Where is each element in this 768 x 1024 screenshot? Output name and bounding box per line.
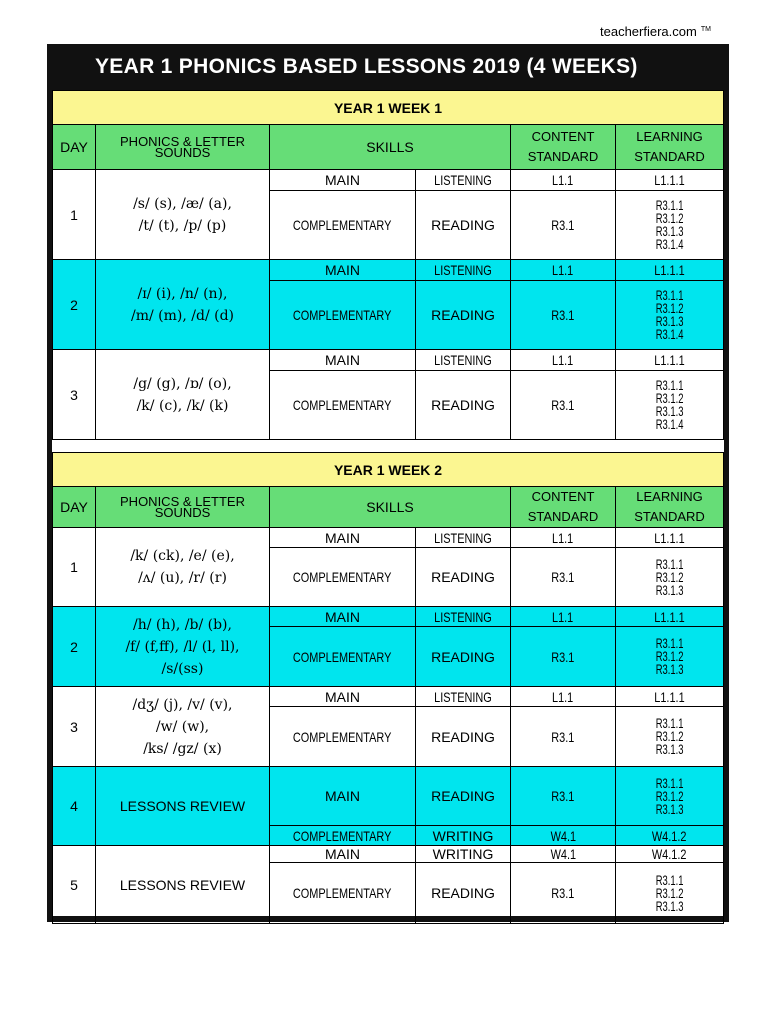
skill-type: MAIN (270, 687, 416, 707)
skill-type: MAIN (270, 528, 416, 548)
day-number: 5 (53, 846, 96, 924)
week-title-row (53, 453, 724, 487)
skill-name: READING (416, 548, 511, 607)
header-skills: SKILLS (270, 125, 511, 170)
skill-name: WRITING (416, 846, 511, 863)
skill-name: READING (416, 707, 511, 767)
content-standard: R3.1 (511, 371, 616, 440)
learning-standard: R3.1.1 R3.1.2 R3.1.3 R3.1.4 (616, 371, 724, 440)
skill-name: LISTENING (416, 170, 511, 191)
day-number: 2 (53, 607, 96, 687)
skill-type: MAIN (270, 767, 416, 826)
skill-name: LISTENING (416, 607, 511, 627)
learning-standard: R3.1.1 R3.1.2 R3.1.3 (616, 548, 724, 607)
learning-standard: R3.1.1 R3.1.2 R3.1.3 R3.1.4 (616, 191, 724, 260)
phonics-sounds: /ɪ/ (i), /n/ (n), /m/ (m), /d/ (d) (96, 260, 270, 350)
skill-type: COMPLEMENTARY (270, 281, 416, 350)
week-2-table (52, 452, 724, 924)
skill-name: READING (416, 627, 511, 687)
header-learning-standard: LEARNING STANDARD (616, 487, 724, 528)
table-row (53, 687, 724, 707)
skill-type: COMPLEMENTARY (270, 707, 416, 767)
skill-type: MAIN (270, 846, 416, 863)
skill-name: LISTENING (416, 528, 511, 548)
day-number: 2 (53, 260, 96, 350)
header-learning-standard: LEARNING STANDARD (616, 125, 724, 170)
header-content-standard: CONTENT STANDARD (511, 125, 616, 170)
content-standard: R3.1 (511, 548, 616, 607)
skill-name: READING (416, 191, 511, 260)
skill-name: LISTENING (416, 260, 511, 281)
skill-type: MAIN (270, 260, 416, 281)
skill-type: MAIN (270, 170, 416, 191)
learning-standard: L1.1.1 (616, 607, 724, 627)
brand-name: teacherfiera.com (600, 24, 697, 39)
skill-type: COMPLEMENTARY (270, 371, 416, 440)
learning-standard: L1.1.1 (616, 260, 724, 281)
learning-standard: R3.1.1 R3.1.2 R3.1.3 R3.1.4 (616, 281, 724, 350)
content-standard: R3.1 (511, 863, 616, 924)
header-content-standard: CONTENT STANDARD (511, 487, 616, 528)
phonics-sounds: /h/ (h), /b/ (b), /f/ (f,ff), /l/ (l, ll), /s/(ss) (96, 607, 270, 687)
content-standard: L1.1 (511, 607, 616, 627)
content-standard: W4.1 (511, 826, 616, 846)
header-sounds: PHONICS & LETTER SOUNDS (96, 487, 270, 528)
skill-name: LISTENING (416, 687, 511, 707)
content-standard: L1.1 (511, 350, 616, 371)
day-number: 4 (53, 767, 96, 846)
skill-name: LISTENING (416, 350, 511, 371)
content-standard: R3.1 (511, 627, 616, 687)
phonics-sounds: /s/ (s), /æ/ (a), /t/ (t), /p/ (p) (96, 170, 270, 260)
table-row (53, 528, 724, 548)
skill-name: READING (416, 863, 511, 924)
week-1-table (52, 90, 724, 440)
skill-type: COMPLEMENTARY (270, 548, 416, 607)
table-row (53, 767, 724, 826)
lessons-review: LESSONS REVIEW (96, 767, 270, 846)
table-row (53, 846, 724, 863)
skill-type: COMPLEMENTARY (270, 191, 416, 260)
learning-standard: W4.1.2 (616, 826, 724, 846)
content-standard: W4.1 (511, 846, 616, 863)
skill-type: COMPLEMENTARY (270, 863, 416, 924)
header-day: DAY (53, 125, 96, 170)
phonics-sounds: /dʒ/ (j), /v/ (v), /w/ (w), /ks/ /gz/ (x) (96, 687, 270, 767)
learning-standard: R3.1.1 R3.1.2 R3.1.3 (616, 707, 724, 767)
learning-standard: L1.1.1 (616, 687, 724, 707)
table-row (53, 260, 724, 281)
header-skills: SKILLS (270, 487, 511, 528)
skill-type: COMPLEMENTARY (270, 826, 416, 846)
brand-label (600, 24, 711, 39)
phonics-sounds: /g/ (g), /ɒ/ (o), /k/ (c), /k/ (k) (96, 350, 270, 440)
trademark-mark: TM (700, 25, 711, 33)
lessons-review: LESSONS REVIEW (96, 846, 270, 924)
learning-standard: R3.1.1 R3.1.2 R3.1.3 (616, 863, 724, 924)
header-row (53, 125, 724, 170)
skill-name: READING (416, 371, 511, 440)
skill-type: MAIN (270, 350, 416, 371)
skill-name: READING (416, 281, 511, 350)
day-number: 1 (53, 528, 96, 607)
content-standard: L1.1 (511, 260, 616, 281)
table-row (53, 607, 724, 627)
skill-name: READING (416, 767, 511, 826)
header-sounds: PHONICS & LETTER SOUNDS (96, 125, 270, 170)
skill-type: MAIN (270, 607, 416, 627)
learning-standard: L1.1.1 (616, 170, 724, 191)
page-title: YEAR 1 PHONICS BASED LESSONS 2019 (4 WEEKS) (95, 55, 638, 78)
header-row (53, 487, 724, 528)
learning-standard: R3.1.1 R3.1.2 R3.1.3 (616, 767, 724, 826)
table-row (53, 350, 724, 371)
day-number: 3 (53, 687, 96, 767)
content-standard: R3.1 (511, 281, 616, 350)
header-day: DAY (53, 487, 96, 528)
day-number: 3 (53, 350, 96, 440)
skill-type: COMPLEMENTARY (270, 627, 416, 687)
learning-standard: W4.1.2 (616, 846, 724, 863)
content-standard: L1.1 (511, 687, 616, 707)
table-row (53, 170, 724, 191)
content-standard: L1.1 (511, 528, 616, 548)
content-standard: R3.1 (511, 191, 616, 260)
content-standard: L1.1 (511, 170, 616, 191)
learning-standard: L1.1.1 (616, 350, 724, 371)
phonics-sounds: /k/ (ck), /e/ (e), /ʌ/ (u), /r/ (r) (96, 528, 270, 607)
learning-standard: L1.1.1 (616, 528, 724, 548)
learning-standard: R3.1.1 R3.1.2 R3.1.3 (616, 627, 724, 687)
day-number: 1 (53, 170, 96, 260)
week-title: YEAR 1 WEEK 1 (53, 91, 724, 125)
content-standard: R3.1 (511, 767, 616, 826)
skill-name: WRITING (416, 826, 511, 846)
week-title: YEAR 1 WEEK 2 (53, 453, 724, 487)
content-standard: R3.1 (511, 707, 616, 767)
week-title-row (53, 91, 724, 125)
